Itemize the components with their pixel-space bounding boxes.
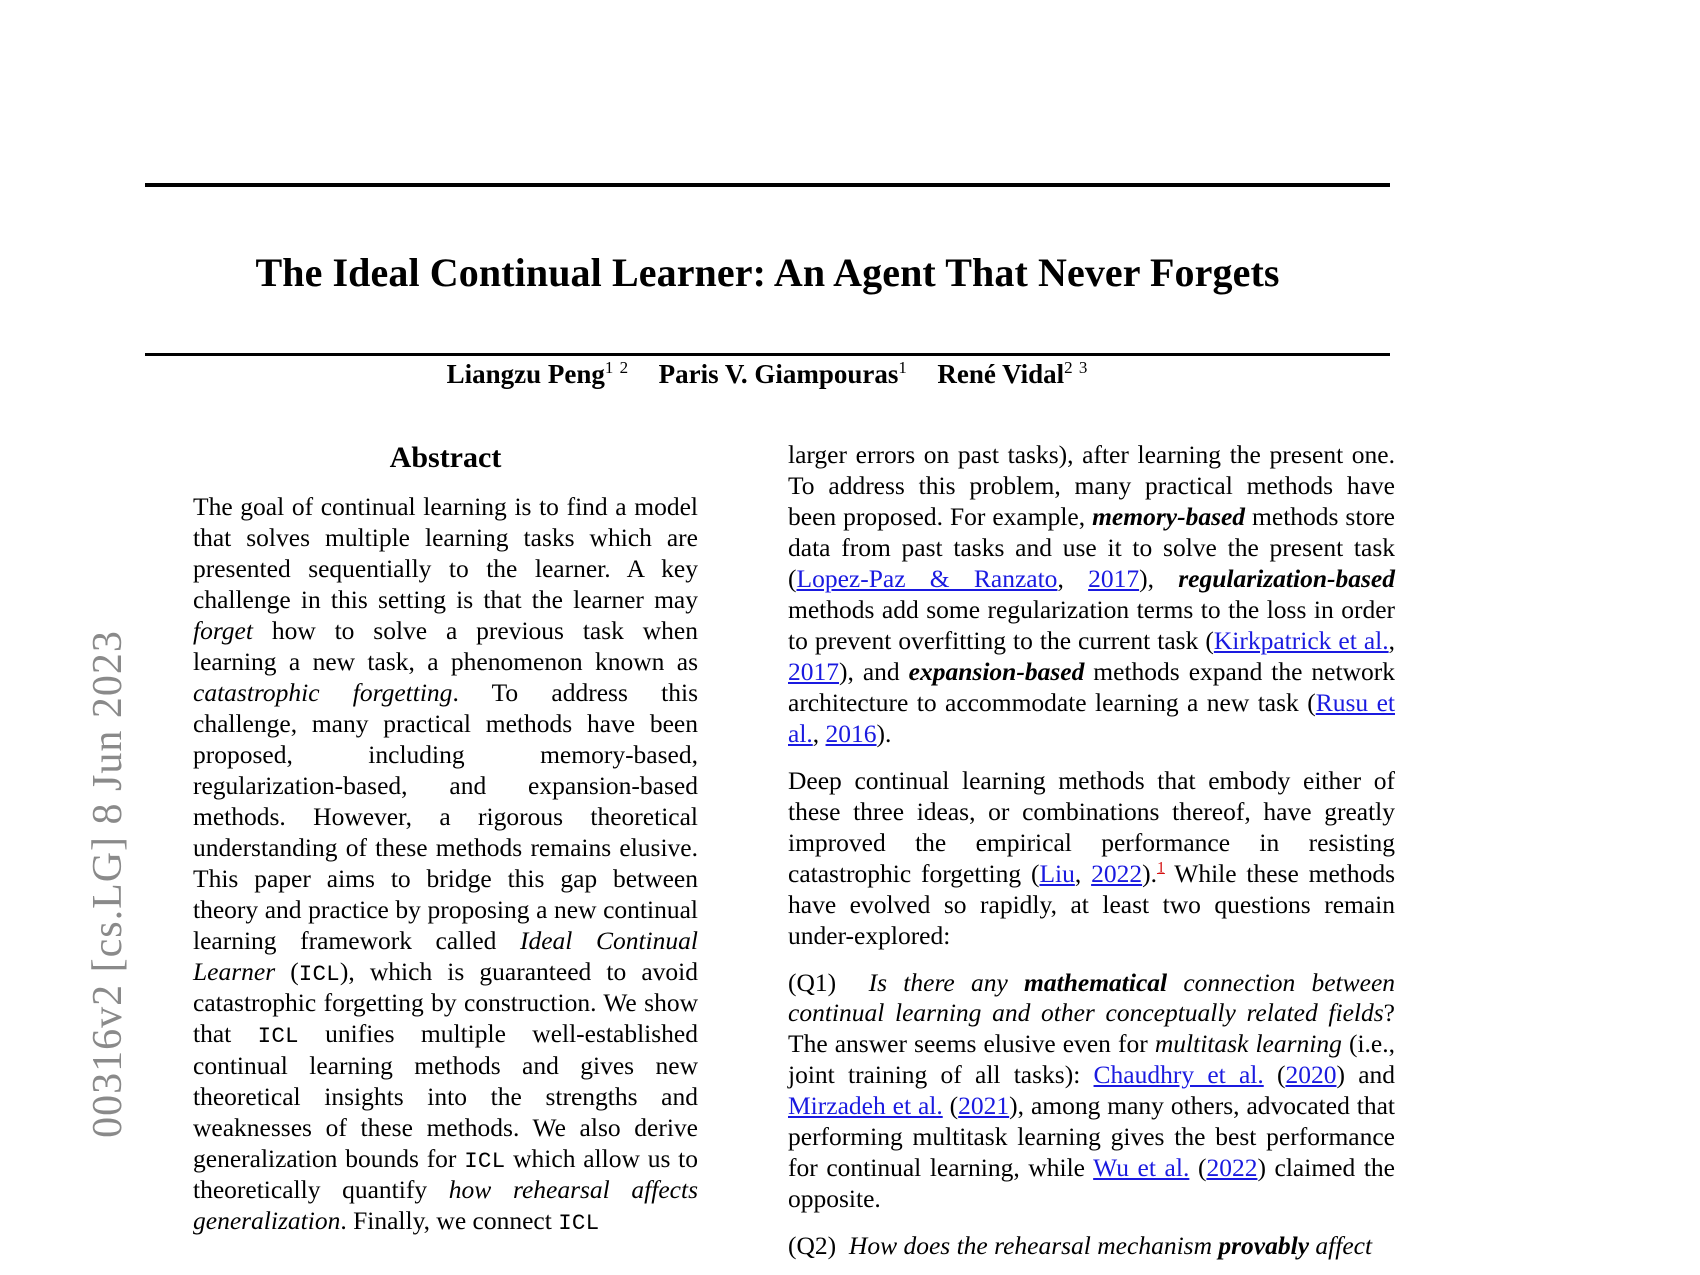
question-label: (Q2) [788,1231,837,1261]
page-title: The Ideal Continual Learner: An Agent That Never Forgets [255,249,1280,295]
text-run: ? The answer seems elusive even for [788,998,1395,1059]
text-run: ( [275,956,299,986]
citation-link[interactable]: Kirkpatrick et al. [1213,625,1389,655]
author-name: Liangzu Peng [446,359,605,389]
question-q1-paragraph [788,968,1395,1216]
title-rule-top [145,183,1390,187]
emphasis-run: catastrophic forgetting [193,678,453,708]
monospace-term: ICL [464,1147,506,1174]
question-label: (Q1) [788,967,837,997]
citation-year-link[interactable]: 2022 [1091,858,1143,888]
text-run: ( [942,1091,959,1121]
monospace-term: ICL [558,1209,600,1236]
author-name: René Vidal [937,359,1065,389]
text-run: methods store data from past tasks and use it to solve the present task ( [788,501,1396,593]
author-affiliation: 1 [898,358,908,377]
citation-year-link[interactable]: 2020 [1285,1060,1337,1090]
column-right [788,440,1395,1262]
text-run: ), [1139,563,1179,593]
text-run: how to solve a previous task when learning a new task, a phenomenon known as [193,616,698,677]
column-left [193,440,698,1253]
strong-emphasis-run: regularization-based [1178,563,1395,593]
text-run: Deep continual learning methods that embody either of these three ideas, or combinations thereof, have greatly improved the empirical performance in resisting catastrophic forgetting ( [788,765,1395,888]
citation-link[interactable]: Mirzadeh et al. [788,1091,943,1121]
author-entry [659,359,908,389]
citation-link[interactable]: Rusu et al. [788,687,1395,748]
title-block [145,183,1390,356]
strong-emphasis-run: mathematical [1024,967,1168,997]
footnote-marker[interactable]: 1 [1156,859,1165,877]
citation-year-link[interactable]: 2017 [788,656,839,686]
intro-paragraph-deep-methods [788,766,1395,952]
monospace-term: ICL [298,960,340,987]
text-run: , [1388,625,1395,655]
text-run: (i.e., joint training of all tasks): [788,1029,1395,1090]
emphasis-run: affect [1309,1231,1373,1261]
body-columns [145,440,1400,1275]
text-run: which allow us to theoretically quantify [193,1143,698,1204]
author-list [145,358,1390,390]
citation-link[interactable]: Liu [1039,858,1075,888]
text-run: ). [1142,858,1157,888]
text-run: ) claimed the opposite. [788,1153,1395,1214]
citation-link[interactable]: Chaudhry et al. [1093,1060,1264,1090]
text-run: While these methods have evolved so rapidly, at least two questions remain under-explored: [788,858,1396,950]
citation-year-link[interactable]: 2021 [958,1091,1010,1121]
text-run [836,1231,849,1260]
emphasis-run: forget [193,616,253,646]
citation-year-link[interactable]: 2016 [825,718,877,748]
emphasis-run: multitask learning [1154,1029,1342,1059]
text-run: , [1057,563,1089,593]
text-run: larger errors on past tasks), after learning the present one. To address this problem, many practical methods have been proposed. For example, [788,440,1395,531]
text-run [836,968,868,997]
text-run: ( [1189,1153,1207,1183]
text-run: ( [1263,1060,1286,1090]
abstract-heading: Abstract [389,441,502,474]
text-run: , [812,718,826,748]
emphasis-run: how rehearsal affects generalization [193,1174,699,1235]
author-entry [937,359,1088,389]
intro-paragraph-methods [788,440,1395,750]
text-run: The goal of continual learning is to find a model that solves multiple learning tasks which are presented sequentially to the learner. A key challenge in this setting is that the learner may [193,492,698,615]
citation-year-link[interactable]: 2022 [1206,1153,1258,1183]
emphasis-run: Ideal Continual Learner [193,926,698,986]
text-run: ). [876,718,892,748]
author-entry [447,359,630,389]
monospace-term: ICL [257,1023,299,1050]
author-name: Paris V. Giampouras [658,359,899,389]
question-q2-paragraph [788,1231,1395,1262]
citation-link[interactable]: Wu et al. [1093,1153,1190,1183]
strong-emphasis-run: provably [1218,1231,1310,1261]
text-run: , [1074,858,1092,888]
strong-emphasis-run: expansion-based [908,656,1085,686]
emphasis-run: Is there any [868,967,1025,997]
citation-link[interactable]: Lopez-Paz & Ranzato [796,563,1058,593]
text-run: unifies multiple well-established continual learning methods and gives new theoretical insights into the strengths and weaknesses of these methods. We also derive generalization bounds for [193,1019,698,1173]
text-run: . To address this challenge, many practical methods have been proposed, including memory-based, regularization-based, and expansion-based methods. However, a rigorous theoretical understanding of these methods remains elusive. This paper aims to bridge this gap between theory and practice by proposing a new continual learning framework called [193,678,698,955]
text-run: ), among many others, advocated that performing multitask learning gives the best performance for continual learning, while [788,1091,1395,1183]
abstract-paragraph [193,492,698,1237]
author-affiliation: 1 2 [604,358,630,377]
emphasis-run: How does the rehearsal mechanism [848,1231,1219,1261]
author-affiliation: 2 3 [1064,358,1089,377]
text-run: methods add some regularization terms to the loss in order to prevent overfitting to the current task ( [788,594,1395,655]
text-run: ), which is guaranteed to avoid catastrophic forgetting by construction. We show that [193,956,698,1049]
title-rule-bottom [145,353,1390,356]
arxiv-stamp: 00316v2 [cs.LG] 8 Jun 2023 [85,630,131,1138]
text-run: ), and [839,656,909,686]
citation-year-link[interactable]: 2017 [1088,563,1140,593]
emphasis-run: connection between continual learning and other conceptually related fields [788,967,1396,1028]
text-run: ) and [1336,1060,1396,1090]
text-run: methods expand the network architecture to accommodate learning a new task ( [788,656,1395,717]
text-run: . Finally, we connect [340,1205,559,1235]
strong-emphasis-run: memory-based [1092,501,1246,531]
